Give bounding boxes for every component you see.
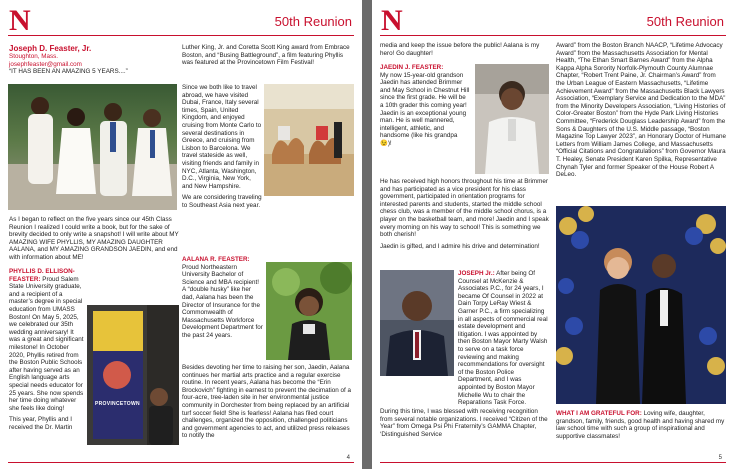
aalana-heading: AALANA R. FEASTER: — [182, 256, 250, 263]
author-name: Joseph D. Feaster, Jr. — [9, 44, 92, 53]
camel-photo-image — [264, 84, 354, 196]
grateful-section — [556, 410, 726, 444]
film-festival-image — [87, 305, 179, 445]
aalana-text: Proud Northeastern University Bachelor of Science and MBA recipient! A “double husky” like her dad, Aalana has been the Director of Insurance for the Commonwealth of Massachusetts Workforce Development Department for the past 24 years. — [182, 263, 263, 339]
newsletter-page-left — [0, 0, 362, 469]
awards-section — [556, 42, 726, 183]
northeastern-logo: N — [9, 4, 31, 37]
aalana-text-continued: Besides devoting her time to raising her son, Jaedin, Aalana continues her martial arts practice and a regular exercise routine. In recent years, Aalana has become the “Erin Brockovich” fighting in earnest to prevent the decimation of a four-acre, tree-laden site in her environmental justice community in Dorchester from being replaced by an artificial turf soccer field! She is fearless! Aalana has filed court challenges, organized the opposition, challenged politicians and government agencies to act, and utilized press releases to notify the — [182, 364, 352, 440]
awards-text: Award” from the Boston Branch NAACP, “Lifetime Advocacy Award” from the Massachusetts Association for Mental Health, “The Ethan Smart Barnes Award” from the Alpha Kappa Alpha Sorority Norfolk-Plymouth County Alumnae Chapter, “Robert Trent Paine, Jr. Chairman’s Award” from the Urban League of Eastern Massachusetts, “Lifetime Achievement Award” from the Massachusetts Black Lawyers Association, “Exemplary Service and Dedication to the MDA” from the Minority Developers Association, “Living Histories of Color-Greater Boston” from the Hyde Park Living Histories Committee, “Frederick Douglass Leadership Award” from the Sons & Daughters of the U.S. Middle passage, “Boston Magazine Top Lawyer 2023”, an Honorary Doctor of Humane Letters from William James College, and Massachusetts “Official Citations and Congratulations” from Governor Maura T. Healey, Senate President Karen Spilka, Representative Chynah Tyler and former Speaker of the House Robert A DeLeo. — [556, 42, 726, 179]
travel-camel-photo — [264, 84, 354, 196]
reunion-header: 50th Reunion — [274, 14, 352, 29]
phyllis-text-continued: This year, Phyllis and I received the Dr. Martin — [9, 416, 73, 431]
col1-top — [380, 42, 550, 61]
newsletter-page-right — [372, 0, 734, 469]
gala-photo-image — [556, 206, 726, 404]
film-festival-photo — [87, 305, 179, 445]
author-email[interactable]: josephfeaster@gmail.com — [9, 60, 82, 68]
col2-top — [182, 44, 352, 71]
jaedin-heading: JAEDIN J. FEASTER: — [380, 64, 444, 71]
jaedin-continued — [380, 178, 552, 254]
author-location: Stoughton, Mass. — [9, 53, 59, 60]
joseph-text: After being Of Counsel at McKenzie & Associates P.C., for 24 years, I became Of Counsel in 2022 at Dain Torpy LeRay Wiest & Garner P.C., a firm specializing in all aspects of commercial real estate development and litigation. I was appointed by then Boston Mayor Marty Walsh to serve on a task force reviewing and making recommendations for oversight of the Boston Police Department, and I was appointed by Boston Mayor Michelle Wu to chair the Reparations Task Force. — [458, 270, 548, 407]
jaedin-photo-image — [475, 64, 549, 174]
footer-rule — [380, 462, 726, 463]
header-rule — [380, 35, 726, 36]
aalana-continued — [182, 364, 354, 444]
author-quote: “IT HAS BEEN AN AMAZING 5 YEARS....” — [9, 68, 128, 76]
header-rule — [8, 35, 354, 36]
phyllis-heading: PHYLLIS D. ELLISON-FEASTER: — [9, 268, 75, 283]
page-number-right: 5 — [718, 455, 722, 461]
grateful-text: Loving wife, daughter, grandson, family, friends, good health and having shared my law school time with such a group of inspirational and supportive classmates! — [556, 410, 725, 440]
intro-text: As I began to reflect on the five years since our 45th Class Reunion I realized I could write a book, but for the sake of brevity decided to only write a snapshot! I will write about MY AMAZING WIFE PHYLLIS, MY AMAZING DAUGHTER AALANA, and MY AMAZING GRANDSON JAEDIN, and end with information about ME! — [9, 216, 179, 261]
author-block — [9, 44, 179, 76]
family-photo — [8, 84, 177, 210]
phyllis-text: Proud Salem State University graduate, and a recipient of a master’s degree in special education from UMASS Boston! On May 5, 2025, we celebrated our 35th wedding anniversary! It was a great and significant milestone! In October 2020, Phyllis retired from the Boston Public Schools after having served as an English language arts special needs educator for 25 years. She now spends her time doing whatever she feels like doing! — [9, 275, 84, 412]
aalana-photo — [266, 262, 352, 360]
award-text: Luther King, Jr. and Coretta Scott King award from Embrace Boston, and “Busing Battleground”, a film featuring Phyllis was featured at the Provincetown Film Festival! — [182, 44, 350, 67]
joseph-section — [458, 270, 550, 411]
phyllis-section — [9, 268, 85, 435]
aalana-photo-image — [266, 262, 352, 360]
aalana-hero-text: media and keep the issue before the public! Aalana is my hero! Go daughter! — [380, 42, 540, 57]
jaedin-section — [380, 64, 470, 152]
poster-title: PROVINCETOWN — [95, 401, 140, 407]
jaedin-photo — [475, 64, 549, 174]
page-number-left: 4 — [346, 455, 350, 461]
intro-paragraph — [9, 216, 179, 266]
jaedin-text: My now 15-year-old grandson Jaedin has attended Brimmer and May School in Chestnut Hill since the first grade. He will be a 10th grader this coming year! Jaedin is an exceptional young man. He is well mannered, intelligent, athletic, and handsome (like his grandpa 😉)! — [380, 71, 470, 147]
reunion-header: 50th Reunion — [646, 14, 724, 29]
joseph-photo — [380, 270, 454, 376]
joseph-continued — [380, 408, 552, 442]
jaedin-text-continued: He has received high honors throughout his time at Brimmer and has participated as a vice president for his class government, participated in orientation programs for interested parents and students, started the middle school chess club, was a member of the middle school chorus, is a player on the basketball team, and more! Jaedin and I speak every morning on his way to school! This is something we both cherish! — [380, 178, 549, 239]
footer-rule — [8, 462, 354, 463]
jaedin-closing: Jaedin is gifted, and I admire his drive and determination! — [380, 242, 540, 250]
joseph-photo-image — [380, 270, 454, 376]
travel-section — [182, 84, 262, 214]
joseph-heading: JOSEPH Jr.: — [458, 270, 495, 277]
aalana-section — [182, 256, 264, 344]
gala-photo — [556, 206, 726, 404]
northeastern-logo: N — [381, 4, 403, 37]
joseph-recognition-text: During this time, I was blessed with receiving recognition from several notable organizations. I received “Citizen of the Year” from Omega Psi Phi Fraternity’s GAMMA Chapter, ‘Distinguished Service — [380, 408, 548, 438]
considering-text: We are considering traveling to Southeast Asia next year. — [182, 194, 262, 209]
family-photo-image — [8, 84, 177, 210]
travel-text: Since we both like to travel abroad, we have visited Dubai, France, Italy several times, Spain, United Kingdom, and enjoyed cruising from Monte Carlo to several destinations in Greece, and cruising from Lisbon to Barcelona. We travel stateside as well, visiting friends and family in NYC, Atlanta, Washington, D.C., Virginia, New York, and New Hampshire. — [182, 84, 262, 190]
grateful-heading: WHAT I AM GRATEFUL FOR: — [556, 410, 642, 417]
